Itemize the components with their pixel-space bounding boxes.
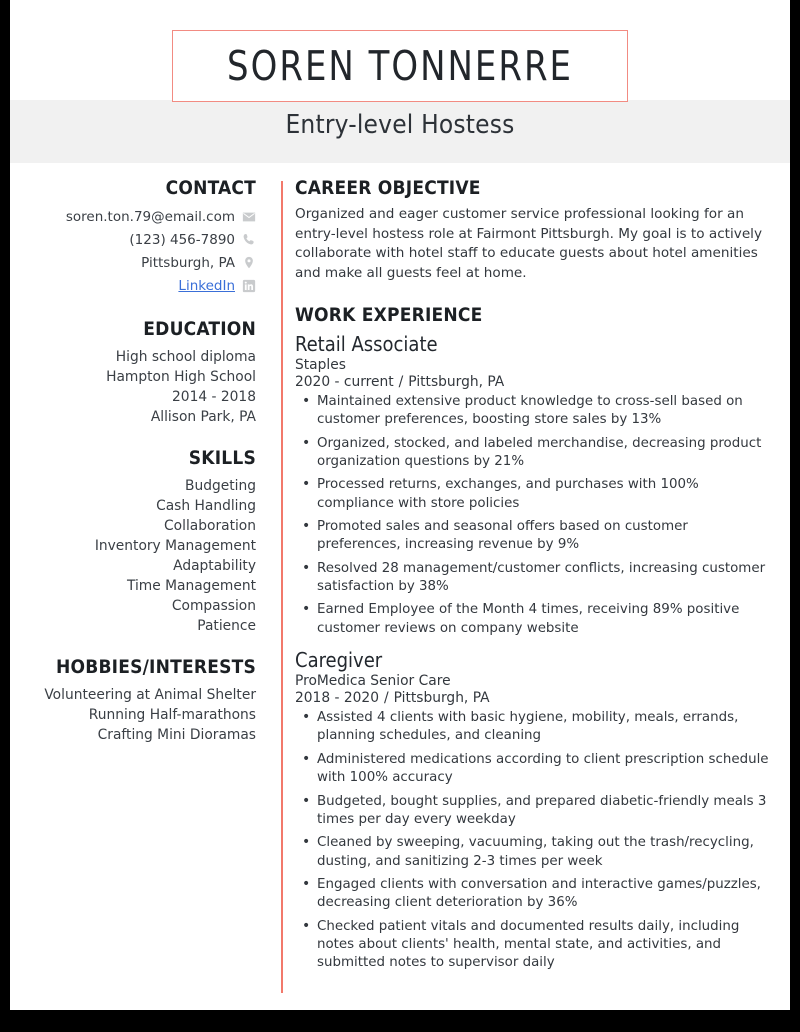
job-bullet: • Administered medications according to client prescription schedule with 100% accuracy [295,751,774,788]
job-bullet: • Cleaned by sweeping, vacuuming, taking out the trash/recycling, dusting, and sanitizing 2-3 times per week [295,834,774,871]
contact-row-email [22,206,256,227]
hobby-item: Running Half-marathons [88,707,256,723]
job-meta [295,690,774,706]
job-title: Caregiver [295,648,383,673]
education-section [22,318,256,427]
job-bullet: • Earned Employee of the Month 4 times, receiving 89% positive customer reviews on company website [295,601,774,638]
career-objective-heading: CAREER OBJECTIVE [295,177,481,199]
job-title: Retail Associate [295,331,438,356]
job-bullet: • Promoted sales and seasonal offers based on customer preferences, increasing revenue by 9% [295,518,774,555]
contact-row-linkedin[interactable] [22,275,256,296]
contact-email-text: soren.ton.79@email.com [65,208,235,225]
contact-row-phone [22,229,256,250]
job-meta-separator: / [383,690,389,707]
resume-body [10,163,790,983]
skill-item: Cash Handling [156,498,256,514]
job-entry [295,332,774,638]
hobby-item: Crafting Mini Dioramas [97,727,256,743]
column-divider [281,181,283,993]
candidate-name: SOREN TONNERRE [227,42,573,90]
hobby-item: Volunteering at Animal Shelter [44,687,256,703]
contact-phone-text: (123) 456-7890 [129,231,235,248]
name-box [172,30,628,102]
job-bullet: • Checked patient vitals and documented results daily, including notes about clients' health, mental state, and activities, and submitted notes to supervisor daily [295,918,774,973]
education-item: Hampton High School [106,369,256,385]
job-bullets [295,393,774,638]
education-item: High school diploma [115,349,256,365]
job-company: Staples [295,356,346,373]
job-location: Pittsburgh, PA [408,373,505,390]
job-meta [295,374,774,390]
skills-section [22,447,256,636]
contact-row-location [22,252,256,273]
resume-sheet [10,0,790,1010]
job-dates: 2020 - current [295,373,394,390]
job-bullet: • Assisted 4 clients with basic hygiene, mobility, meals, errands, planning schedules, and cleaning [295,709,774,746]
skill-item: Adaptability [173,558,256,574]
skill-item: Patience [197,618,256,634]
phone-icon [242,233,256,247]
job-bullet: • Maintained extensive product knowledge to cross-sell based on customer preferences, boosting store sales by 13% [295,393,774,430]
job-dates: 2018 - 2020 [295,690,379,707]
education-heading: EDUCATION [143,318,256,340]
job-company: ProMedica Senior Care [295,673,451,690]
envelope-icon [242,210,256,224]
contact-section [22,177,256,296]
contact-list [22,206,256,296]
job-bullet: • Engaged clients with conversation and interactive games/puzzles, decreasing client deterioration by 36% [295,876,774,913]
skills-heading: SKILLS [188,447,256,469]
map-pin-icon [242,256,256,270]
main-content [262,177,782,983]
contact-location-text: Pittsburgh, PA [141,254,235,271]
skill-item: Compassion [171,598,256,614]
job-bullet: • Budgeted, bought supplies, and prepared diabetic-friendly meals 3 times per day every weekday [295,793,774,830]
resume-header [10,0,790,163]
education-item: Allison Park, PA [150,409,256,425]
skill-item: Collaboration [164,518,256,534]
skill-item: Inventory Management [94,538,256,554]
linkedin-link[interactable]: LinkedIn [178,277,235,294]
job-bullet: • Resolved 28 management/customer conflicts, increasing customer satisfaction by 38% [295,560,774,597]
career-objective-section [295,177,774,284]
hobbies-heading: HOBBIES/INTERESTS [55,656,256,678]
work-experience-section [295,304,774,973]
job-bullet: • Processed returns, exchanges, and purchases with 100% compliance with store policies [295,476,774,513]
candidate-job-title: Entry-level Hostess [285,110,515,140]
job-bullet: • Organized, stocked, and labeled merchandise, decreasing product organization questions by 21% [295,435,774,472]
sidebar [10,177,262,983]
education-item: 2014 - 2018 [172,389,256,405]
job-bullets [295,709,774,973]
job-location: Pittsburgh, PA [393,690,490,707]
contact-heading: CONTACT [165,177,256,199]
work-experience-heading: WORK EXPERIENCE [295,303,483,326]
skill-item: Time Management [126,578,256,594]
job-entry [295,648,774,973]
job-meta-separator: / [398,373,404,390]
career-objective-body: Organized and eager customer service professional looking for an entry-level hostess role at Fairmont Pittsburgh. My goal is to actively collaborate with hotel staff to educate guests about hotel amenities and make all guests feel at home. [295,206,763,282]
skill-item: Budgeting [185,478,256,494]
linkedin-icon[interactable] [242,279,256,293]
hobbies-section [22,656,256,745]
